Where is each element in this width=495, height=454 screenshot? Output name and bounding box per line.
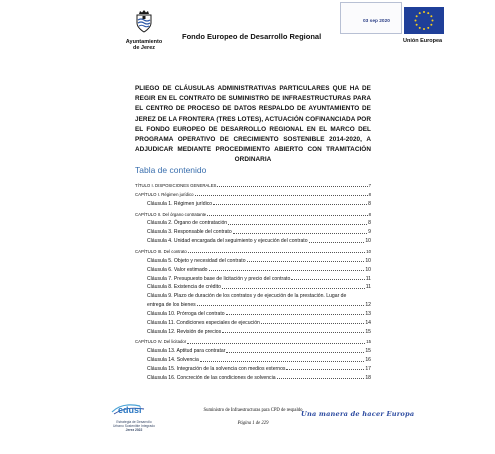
page-number: Página 1 de 229 — [237, 421, 269, 426]
toc-leader-dots — [207, 211, 367, 216]
footer-center — [195, 408, 311, 427]
eu-star — [423, 28, 425, 30]
toc-page-number: 15 — [366, 339, 371, 345]
eu-motto: Una manera de hacer Europa — [301, 410, 415, 418]
toc-page-number: 10 — [365, 266, 371, 273]
footer-caption: Suministro de Infraestructuras para CPD de respaldo — [203, 408, 303, 413]
document-title: PLIEGO DE CLÁUSULAS ADMINISTRATIVAS PARTICULARES QUE HA DE REGIR EN EL CONTRATO DE SUMINISTRO DE INFRAESTRUCTURAS PARA EL CENTRO DE PROCESO DE DATOS RESPALDO DE AYUNTAMIENTO DE JEREZ DE LA FRONTERA (TRES LOTES), ACTUACIÓN COFINANCIADA POR EL FONDO EUROPEO DE DESARROLLO REGIONAL EN EL MARCO DEL PROGRAMA OPERATIVO DE CRECIMIENTO SOSTENIBLE 2014-2020, A ADJUDICAR MEDIANTE PROCEDIMIENTO ABIERTO CON TRAMITACIÓN ORDINARIA — [135, 85, 371, 164]
svg-text:edusi: edusi — [118, 405, 142, 415]
toc-clause-entry[interactable] — [135, 228, 371, 236]
toc-chapter-entry[interactable] — [135, 191, 371, 199]
toc-leader-dots — [226, 310, 365, 315]
toc-chapter-entry[interactable] — [135, 338, 371, 346]
toc-page-number: 10 — [366, 248, 371, 254]
toc-leader-dots — [247, 257, 365, 262]
eu-star — [432, 20, 434, 22]
toc-entry-text: Cláusula 13. Aptitud para contratar — [147, 348, 226, 355]
toc-clause-entry[interactable] — [135, 374, 371, 382]
toc-page-number: 16 — [365, 357, 371, 364]
edusi-mark-icon — [110, 400, 150, 416]
toc-page-number: 8 — [368, 220, 371, 227]
toc-page-number: 14 — [365, 319, 371, 326]
toc-entry-text: CAPÍTULO I. Régimen jurídico — [135, 191, 194, 197]
toc-leader-dots — [217, 182, 367, 187]
toc-clause-entry[interactable] — [135, 237, 371, 245]
toc-title-entry[interactable] — [135, 182, 371, 190]
org-name-line2: de Jerez — [132, 45, 155, 51]
toc-page-number: 11 — [365, 275, 371, 282]
toc-page-number: 12 — [365, 302, 371, 309]
toc-clause-entry[interactable] — [135, 328, 371, 336]
toc-clause-entry[interactable] — [135, 266, 371, 274]
toc-page-number: 7 — [368, 183, 371, 188]
toc-entry-text: Cláusula 15. Integración de la solvencia con medios externos — [147, 366, 286, 372]
toc-entry-text: Cláusula 3. Responsable del contrato — [147, 229, 232, 236]
toc-entry-text: Cláusula 6. Valor estimado — [147, 266, 208, 273]
toc-page-number: 15 — [365, 348, 371, 355]
toc-clause-entry[interactable] — [135, 200, 371, 208]
toc-leader-dots — [309, 237, 365, 242]
toc-leader-dots — [197, 301, 365, 306]
toc-entry-text: Cláusula 14. Solvencia — [147, 357, 199, 364]
eu-star — [430, 24, 432, 26]
toc-entry-text: Cláusula 10. Prórroga del contrato — [147, 310, 225, 317]
toc-clause-entry[interactable] — [135, 275, 371, 283]
toc-clause-entry[interactable] — [135, 356, 371, 364]
toc-leader-dots — [291, 275, 364, 280]
toc-page-number: 13 — [365, 310, 371, 317]
toc-entry-text: Cláusula 7. Presupuesto base de licitación y precio del contrato — [147, 275, 291, 282]
toc-leader-dots — [286, 365, 364, 370]
toc-leader-dots — [213, 200, 367, 205]
eu-flag-icon — [404, 7, 444, 34]
toc-entry-text: Cláusula 9. Plazo de duración de los contratos y de ejecución de la prestación. Lugar de — [147, 293, 347, 300]
city-council-logo — [122, 8, 166, 51]
toc-clause-entry[interactable] — [135, 365, 371, 373]
fund-title: Fondo Europeo de Desarrollo Regional — [182, 32, 322, 41]
org-name-line1: Ayuntamiento — [125, 39, 163, 45]
toc-entry-text: Cláusula 4. Unidad encargada del seguimiento y ejecución del contrato — [147, 238, 308, 245]
toc-clause-entry[interactable] — [135, 319, 371, 327]
toc-entry-text: Cláusula 8. Existencia de crédito — [147, 284, 221, 291]
toc-clause-entry[interactable] — [135, 310, 371, 318]
toc-page-number: 10 — [365, 238, 371, 245]
toc-page-number: 10 — [365, 257, 371, 264]
toc-page-number: 11 — [365, 284, 371, 291]
toc-clause-entry[interactable] — [135, 219, 371, 227]
toc-entry-continuation-text: entrega de los bienes — [147, 302, 196, 309]
toc-entry-text: TÍTULO I. DISPOSICIONES GENERALES — [135, 183, 217, 188]
toc-chapter-entry[interactable] — [135, 248, 371, 256]
toc-clause-entry[interactable] — [135, 283, 371, 291]
edusi-logo — [110, 400, 158, 432]
toc-leader-dots — [233, 228, 367, 233]
toc-clause-entry[interactable] — [135, 347, 371, 355]
crest-icon — [131, 8, 157, 34]
eu-star — [416, 15, 418, 17]
toc-entry-text: Cláusula 2. Órgano de contratación — [147, 220, 228, 227]
edusi-subtitle-1: Estrategia de Desarrollo — [116, 420, 152, 424]
toc-page-number: 15 — [365, 328, 371, 335]
toc-leader-dots — [277, 374, 365, 379]
toc-entry-continuation[interactable] — [147, 301, 371, 309]
toc-leader-dots — [200, 356, 365, 361]
toc-page-number: 17 — [365, 366, 371, 372]
edusi-subtitle-3: Jerez 2022 — [125, 427, 143, 432]
toc-entry-text: CAPÍTULO III. Del contrato — [135, 248, 187, 254]
toc-entry-text: CAPÍTULO IV. Del licitador — [135, 339, 187, 345]
eu-star — [416, 24, 418, 26]
toc-page-number: 8 — [368, 200, 371, 207]
toc-entry-text: Cláusula 12. Revisión de precios — [147, 328, 222, 335]
toc-leader-dots — [195, 191, 368, 196]
toc-heading: Tabla de contenido — [135, 165, 207, 175]
toc-page-number: 8 — [368, 211, 371, 217]
toc-leader-dots — [222, 283, 365, 288]
toc-leader-dots — [228, 219, 367, 224]
toc-leader-dots — [209, 266, 365, 271]
register-stamp — [340, 2, 402, 34]
eu-star — [419, 12, 421, 14]
toc-entry-text: Cláusula 11. Condiciones especiales de ejecución — [147, 319, 260, 326]
stamp-date: 03 sep 2020 — [363, 19, 390, 24]
eu-star — [423, 11, 425, 13]
toc-clause-entry[interactable] — [135, 257, 371, 265]
eu-star — [419, 27, 421, 29]
toc-entry-text: Cláusula 5. Objeto y necesidad del contrato — [147, 257, 246, 264]
eu-star — [427, 27, 429, 29]
toc-entry-text: Cláusula 1. Régimen jurídico — [147, 200, 213, 207]
toc-page-number: 8 — [368, 191, 371, 197]
eu-star — [427, 12, 429, 14]
toc-page-number: 9 — [368, 229, 371, 236]
toc-entry-text: Cláusula 16. Concreción de las condiciones de solvencia — [147, 374, 276, 381]
toc-page-number: 18 — [365, 374, 371, 381]
toc-clause-entry[interactable] — [135, 292, 371, 300]
toc-leader-dots — [222, 328, 364, 333]
toc-entry-text: CAPÍTULO II. Del órgano contratante — [135, 211, 207, 217]
eu-star — [415, 20, 417, 22]
edusi-subtitle-2: Urbano Sostenible Integrado — [113, 423, 155, 428]
toc-chapter-entry[interactable] — [135, 211, 371, 219]
toc-leader-dots — [188, 248, 365, 253]
eu-star — [430, 15, 432, 17]
toc-leader-dots — [261, 319, 364, 324]
toc-leader-dots — [187, 338, 365, 343]
eu-label: Unión Europea — [403, 38, 443, 44]
toc-leader-dots — [226, 347, 364, 352]
